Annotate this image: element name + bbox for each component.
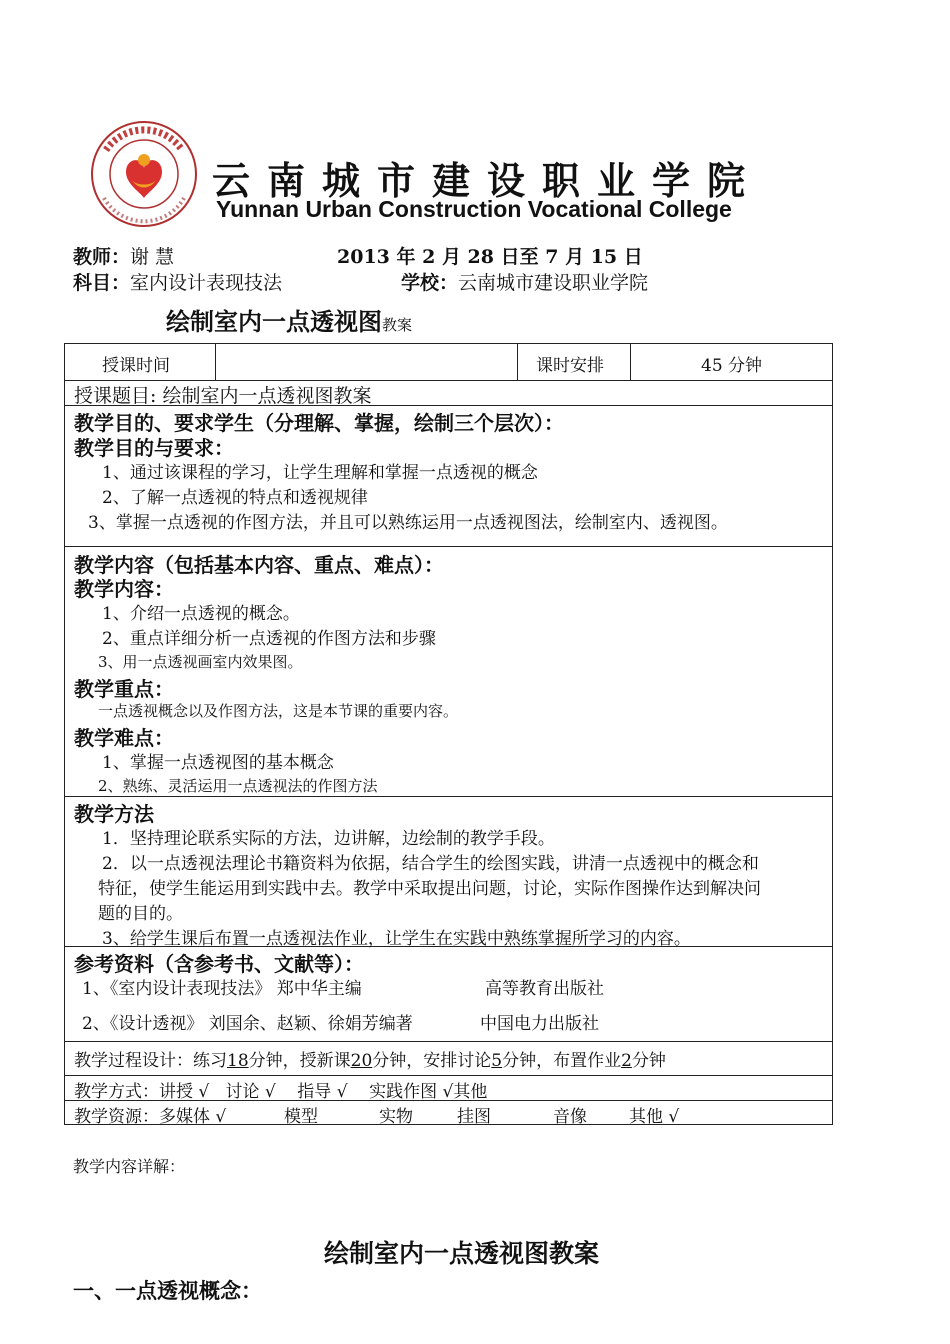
method-item: 1．坚持理论联系实际的方法，边讲解，边绘制的教学手段。 xyxy=(102,829,555,849)
homework-minutes: 2 xyxy=(621,1051,632,1071)
objectives-subheading: 教学目的与要求： xyxy=(74,436,234,460)
objective-item: 1、通过该课程的学习，让学生理解和掌握一点透视的概念 xyxy=(102,463,538,483)
process-homework-label: 分钟，布置作业 xyxy=(502,1051,622,1071)
key-points-text: 一点透视概念以及作图方法，这是本节课的重要内容。 xyxy=(98,702,459,720)
reference-publisher: 高等教育出版社 xyxy=(485,979,604,999)
method-item: 2．以一点透视法理论书籍资料为依据，结合学生的绘图实践，讲清一点透视中的概念和 xyxy=(102,854,759,874)
reference-title: 1、《室内设计表现技法》 郑中华主编 xyxy=(82,979,362,999)
difficulty-item: 1、掌握一点透视图的基本概念 xyxy=(102,753,334,773)
process-design xyxy=(74,1046,666,1071)
hours-label: 课时安排 xyxy=(536,356,604,376)
table-divider xyxy=(65,546,832,547)
subject-line xyxy=(73,268,282,295)
subject-label: 科目： xyxy=(73,272,131,294)
school-name-en: Yunnan Urban Construction Vocational College xyxy=(216,196,732,222)
school-label: 学校： xyxy=(401,272,459,294)
objective-item: 2、了解一点透视的特点和透视规律 xyxy=(102,488,368,508)
method-heading: 教学方法 xyxy=(74,802,154,826)
reference-title: 2、《设计透视》 刘国余、赵颖、徐娟芳编著 xyxy=(82,1014,413,1034)
table-divider xyxy=(215,344,216,380)
subject-value: 室内设计表现技法 xyxy=(130,272,283,294)
date-range: 2013 年 2 月 28 日至 7 月 15 日 xyxy=(337,246,643,268)
objectives-heading: 教学目的、要求学生（分理解、掌握，绘制三个层次）： xyxy=(74,411,564,435)
table-divider xyxy=(65,1075,832,1076)
teacher-name: 谢 慧 xyxy=(130,246,175,268)
method-item: 3、给学生课后布置一点透视法作业，让学生在实践中熟练掌握所学习的内容。 xyxy=(102,929,691,949)
table-divider xyxy=(630,344,631,380)
resource-object: 实物 xyxy=(379,1107,413,1127)
new-lesson-minutes: 20 xyxy=(350,1051,373,1071)
table-divider xyxy=(517,344,518,380)
table-divider xyxy=(65,1041,832,1042)
section-subtitle: 一、一点透视概念： xyxy=(73,1278,262,1303)
resources-label: 教学资源：多媒体 √ xyxy=(74,1107,227,1127)
content-heading: 教学内容（包括基本内容、重点、难点）： xyxy=(74,553,444,577)
key-points-heading: 教学重点： xyxy=(74,677,174,701)
difficulties-heading: 教学难点： xyxy=(74,726,174,750)
method-item: 特征，使学生能运用到实践中去。教学中采取提出问题，讨论，实际作图操作达到解决问 xyxy=(98,879,761,899)
content-item: 3、用一点透视画室内效果图。 xyxy=(98,653,303,671)
content-subheading: 教学内容： xyxy=(74,577,174,601)
reference-publisher: 中国电力出版社 xyxy=(480,1014,599,1034)
resource-chart: 挂图 xyxy=(457,1107,491,1127)
document-title-main: 绘制室内一点透视图 xyxy=(166,307,382,336)
teaching-modes: 教学方式：讲授 √ 讨论 √ 指导 √ 实践作图 √其他 xyxy=(74,1082,488,1102)
process-discuss-label: 分钟，安排讨论 xyxy=(372,1051,492,1071)
practice-minutes: 18 xyxy=(227,1051,249,1071)
resource-audio: 音像 xyxy=(553,1107,587,1127)
discussion-minutes: 5 xyxy=(491,1051,503,1071)
process-suffix: 分钟 xyxy=(631,1051,666,1071)
lesson-plan-table xyxy=(64,343,833,1125)
teacher-line xyxy=(73,242,174,269)
content-item: 1、介绍一点透视的概念。 xyxy=(102,604,300,624)
table-divider xyxy=(65,796,832,797)
references-heading: 参考资料（含参考书、文献等）： xyxy=(74,952,364,976)
hours-value: 45 分钟 xyxy=(701,356,763,376)
lesson-time-label: 授课时间 xyxy=(102,356,170,376)
teacher-label: 教师： xyxy=(73,246,131,268)
school-name-cn: 云南城市建设职业学院 xyxy=(212,158,763,203)
school-line xyxy=(401,268,648,295)
content-item: 2、重点详细分析一点透视的作图方法和步骤 xyxy=(102,629,436,649)
section-title: 绘制室内一点透视图教案 xyxy=(324,1239,600,1268)
process-new-label: 分钟，授新课 xyxy=(248,1051,351,1071)
college-logo xyxy=(86,120,202,228)
method-item: 题的目的。 xyxy=(98,904,183,924)
objective-item: 3、掌握一点透视的作图方法，并且可以熟练运用一点透视图法，绘制室内、透视图。 xyxy=(88,513,728,533)
difficulty-item: 2、熟练、灵活运用一点透视法的作图方法 xyxy=(98,777,378,795)
process-prefix: 教学过程设计：练习 xyxy=(74,1051,227,1071)
resource-other: 其他 √ xyxy=(629,1107,680,1127)
document-title-suffix: 教案 xyxy=(382,316,413,334)
resource-model: 模型 xyxy=(284,1107,318,1127)
school-value: 云南城市建设职业学院 xyxy=(458,272,649,294)
lesson-topic: 授课题目: 绘制室内一点透视图教案 xyxy=(74,385,372,407)
detail-label: 教学内容详解： xyxy=(73,1157,186,1176)
document-title xyxy=(166,302,412,337)
